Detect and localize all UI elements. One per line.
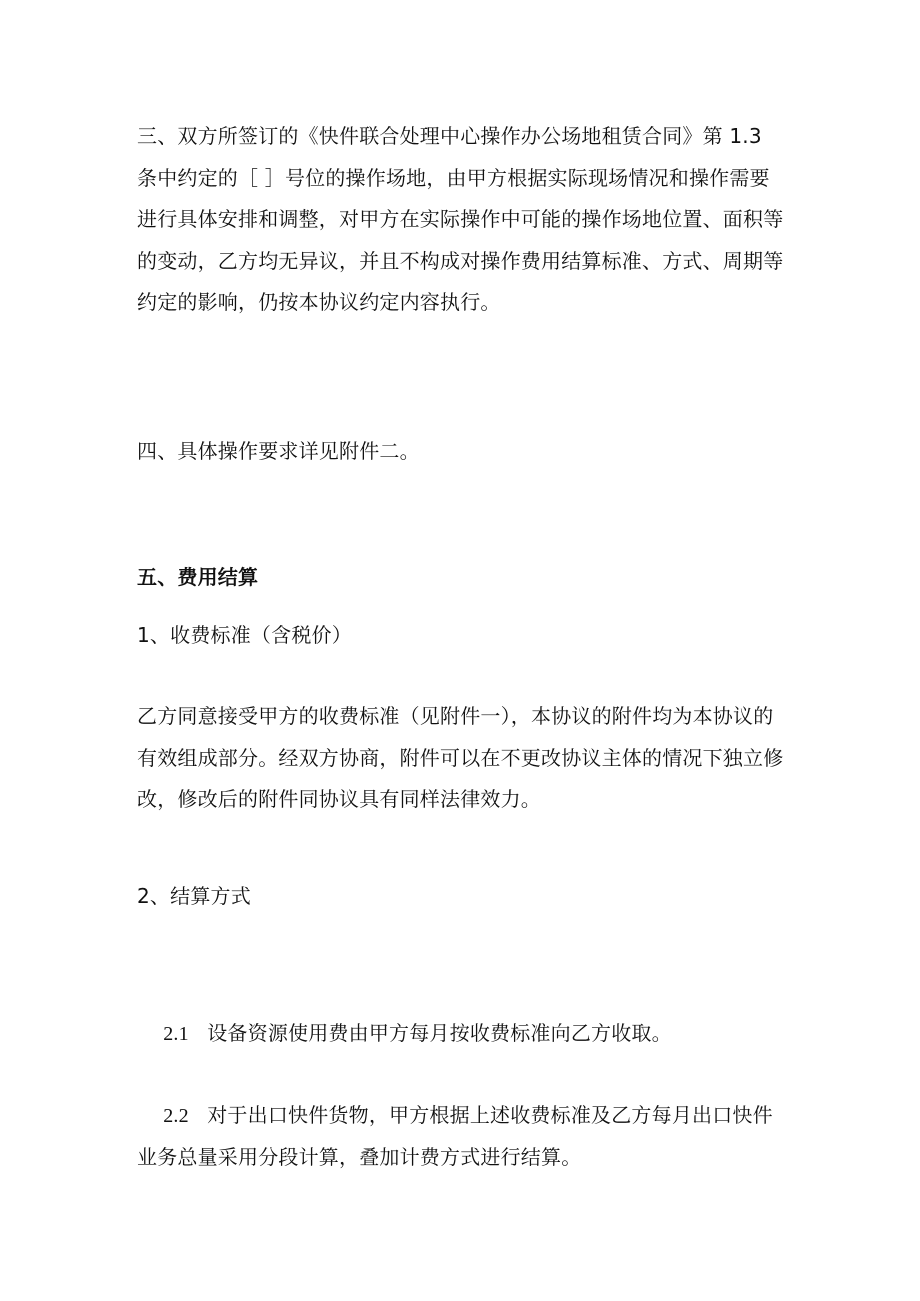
subsection-2-title: 2、结算方式 xyxy=(137,884,251,908)
subsection-1-title: 1、收费标准（含税价） xyxy=(137,623,352,647)
item-2-1-text: 设备资源使用费由甲方每月按收费标准向乙方收取。 xyxy=(207,1020,672,1045)
item-2-2-number: 2.2 xyxy=(163,1104,189,1127)
section-four-paragraph: 四、具体操作要求详见附件二。 xyxy=(137,439,420,463)
item-2-1-number: 2.1 xyxy=(163,1022,189,1045)
subsection-1-paragraph: 乙方同意接受甲方的收费标准（见附件一），本协议的附件均为本协议的有效组成部分。经双方协商，附件可以在不更改协议主体的情况下独立修改，修改后的附件同协议具有同样法律效力。 xyxy=(137,704,784,811)
item-2-2 xyxy=(137,1053,787,1220)
section-three-paragraph: 三、双方所签订的《快件联合处理中心操作办公场地租赁合同》第 1.3 条中约定的［ ］号位的操作场地，由甲方根据实际现场情况和操作需要进行具体安排和调整，对甲方在实际操作中可能的操作场地位置、面积等的变动，乙方均无异议，并且不构成对操作费用结算标准、方式、周期等约定的影响，仍按本协议约定内容执行。 xyxy=(137,124,784,314)
item-2-2-text: 对于出口快件货物，甲方根据上述收费标准及乙方每月出口快件业务总量采用分段计算，叠加计费方式进行结算。 xyxy=(137,1102,773,1169)
section-five-heading: 五、费用结算 xyxy=(137,565,259,589)
